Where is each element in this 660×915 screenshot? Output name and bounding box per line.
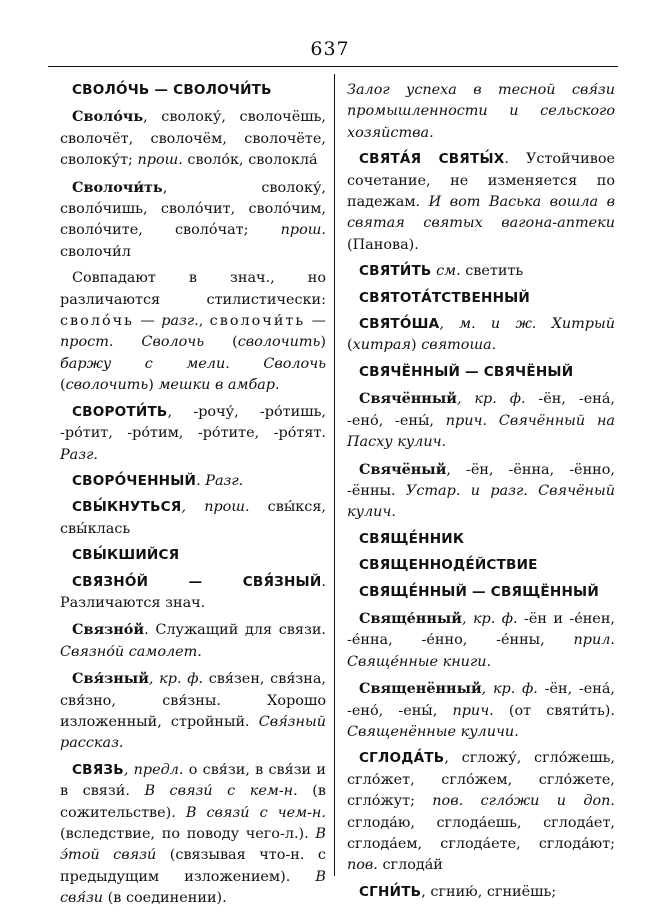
headword: СВЯТА́Я СВЯТЫ́Х xyxy=(359,151,505,168)
headword: СВЯТИ́ТЬ xyxy=(359,263,432,280)
forms: свя́зен, свя́зна, свя́зно, свя́зны. Хорошо изложенный, стройный. xyxy=(60,671,326,730)
entry xyxy=(347,529,615,550)
forms: , сволоку́, сволочёшь, сволочёт, сволочём, сволочёте, сволоку́т; xyxy=(60,109,326,169)
text: Совпадают в знач., но различаются стилистически: xyxy=(60,270,326,308)
left-column xyxy=(60,80,326,915)
forms: , -ён, -ённа, -ённо, -ённы. xyxy=(347,461,615,499)
headword: СВЯЩЕННОДЕ́ЙСТВИЕ xyxy=(359,557,538,574)
text: ( xyxy=(204,334,238,351)
text: В свя́зи xyxy=(60,868,326,907)
headword: СВОЛО́ЧЬ — СВОЛОЧИ́ТЬ xyxy=(72,82,272,98)
word: Связно́й xyxy=(72,621,145,639)
note: , предл. xyxy=(123,761,184,778)
entry xyxy=(60,572,326,615)
headword: СВОРО́ЧЕННЫЙ xyxy=(72,472,197,489)
entry xyxy=(60,177,326,264)
note: прош. xyxy=(248,222,326,239)
right-column xyxy=(347,80,615,908)
text: о свя́зи, в свя́зи и в связи́. xyxy=(60,761,326,800)
tail: ) xyxy=(410,337,422,354)
example: И вот Васька вошла в святая святых вагона-аптеки xyxy=(347,194,615,232)
note: , кр. ф. xyxy=(148,671,204,688)
text: В э́той связи́ xyxy=(60,826,326,864)
column-divider xyxy=(334,74,335,876)
text: прост. Сволочь xyxy=(60,334,205,351)
word: Свячёный xyxy=(359,460,447,478)
forms: , сволоку́, сволóчишь, сволóчит, сволóчим, сволóчите, сволóчат; xyxy=(60,179,326,239)
text: сволочи́ть xyxy=(209,313,306,330)
headword: СВЫ́КШИЙСЯ xyxy=(72,547,180,564)
word: Сволочи́ть xyxy=(72,178,163,196)
word: Свячённый xyxy=(359,390,457,408)
text: , xyxy=(198,313,210,330)
entry xyxy=(347,608,615,673)
source: (Панова). xyxy=(347,236,419,253)
entry xyxy=(347,362,615,383)
headword: СВЯЧЁННЫЙ — СВЯЧЁНЫЙ xyxy=(359,363,574,380)
entry xyxy=(347,288,615,309)
entry xyxy=(60,668,326,755)
text: ) xyxy=(320,334,326,351)
example: хитрая xyxy=(352,337,411,354)
word: Свяще́нный xyxy=(359,609,462,627)
tail: своло́к, сволокла́ xyxy=(182,152,318,169)
note: пов. xyxy=(347,857,378,874)
text: ) xyxy=(148,377,159,394)
text: (связывая что-н. с предыдущим изложением). xyxy=(60,847,326,885)
tail: светить xyxy=(460,263,524,280)
text: сволочить xyxy=(237,334,321,351)
entry xyxy=(347,678,615,743)
headword: СВЯЗЬ xyxy=(72,761,124,778)
headword: СВЫ́КНУТЬСЯ xyxy=(72,499,182,516)
text: — xyxy=(133,313,162,330)
note: см. xyxy=(431,263,461,280)
text: сволóчь xyxy=(60,313,134,330)
forms: сгло́жи xyxy=(463,793,540,810)
entry xyxy=(347,555,615,576)
headword: СВОРОТИ́ТЬ xyxy=(72,403,168,420)
note: Устар. и разг. Свячёный кулич. xyxy=(347,482,615,521)
entry xyxy=(347,459,615,524)
headword: СГНИ́ТЬ xyxy=(359,883,422,900)
tail: (от святи́ть). xyxy=(493,702,615,719)
tail: свы́кся, свы́клась xyxy=(60,499,326,537)
example: Связно́й самолет. xyxy=(60,643,202,660)
word: Свя́зный xyxy=(72,670,149,688)
entry xyxy=(347,149,615,256)
entry xyxy=(60,760,326,910)
note: , кр. ф. xyxy=(456,391,526,408)
note: прил. Свяще́нные книги. xyxy=(347,632,615,670)
tail: . Устойчивое сочетание, не изменяется по падежам. xyxy=(347,151,616,211)
example: Священённые куличи. xyxy=(347,723,519,740)
entry xyxy=(60,80,326,101)
tail: ( xyxy=(347,337,353,354)
note: и доп. xyxy=(539,793,615,810)
text: (в соединении). xyxy=(103,890,227,907)
forms: , сгложу́, сгло́жешь, сгло́жет, сгло́жем, сгло́жете, сгло́жут; xyxy=(347,750,615,810)
word: Священённый xyxy=(359,680,482,698)
example: Залог успеха в тесной свя́зи промышленности и сельского хозяйства. xyxy=(347,82,615,141)
note: . Разг. xyxy=(196,472,244,489)
entry xyxy=(347,748,615,876)
page-number: 637 xyxy=(310,38,350,60)
note: прич. Свячённый на Пасху кулич. xyxy=(347,412,616,451)
headword: СГЛОДА́ТЬ xyxy=(359,750,445,767)
forms: -ён, -ена́, -ено́, -ены́, xyxy=(347,391,615,429)
entry xyxy=(60,268,326,396)
entry xyxy=(347,582,615,603)
entry xyxy=(60,106,326,171)
forms: , -рочу́, -ро́тишь, -ро́тит, -ро́тим, -ро́тите, -ро́тят. xyxy=(60,403,326,442)
note: прош. xyxy=(132,152,183,169)
forms: -ён и -е́нен, -е́нна, -е́нно, -е́нны, xyxy=(347,610,615,649)
headword: СВЯТОТА́ТСТВЕННЫЙ xyxy=(359,289,531,306)
entry xyxy=(347,261,615,282)
text: сволочить xyxy=(65,377,149,394)
headword: СВЯЩЕ́ННЫЙ — СВЯЩЁННЫЙ xyxy=(359,583,599,600)
word: Своло́чь xyxy=(72,108,144,126)
entry xyxy=(60,471,326,492)
entry xyxy=(60,619,326,663)
tail: сволочи́л xyxy=(60,243,131,260)
text: мешки в амбар. xyxy=(158,377,280,394)
note: прич. xyxy=(437,702,494,719)
headword: СВЯЗНО́Й — СВЯ́ЗНЫЙ xyxy=(72,573,322,590)
headword: СВЯТО́ША xyxy=(359,316,440,333)
headword: СВЯЩЕ́ННИК xyxy=(359,530,465,547)
example: Свя́зный рассказ. xyxy=(60,713,327,752)
tail: . Различаются знач. xyxy=(60,573,326,611)
text: (вследствие, по поводу чего-л.). xyxy=(60,826,309,842)
note: , кр. ф. xyxy=(481,681,538,698)
entry xyxy=(347,80,615,144)
example: святоша. xyxy=(421,337,497,354)
note: пов. xyxy=(414,793,464,810)
note: Разг. xyxy=(60,446,98,463)
forms: сглода́й xyxy=(377,857,443,874)
text: В связи́ с кем-н. xyxy=(129,783,298,800)
forms: сглода́ю, сглода́ешь, сглода́ет, сглода́ем, сглода́ете, сглода́ют; xyxy=(347,814,615,852)
entry xyxy=(60,545,326,566)
entry xyxy=(347,314,615,357)
text: ( xyxy=(60,377,66,394)
text: (в сожительстве). xyxy=(60,783,326,821)
text: баржу с мели. Сволочь xyxy=(60,355,326,372)
forms: -ён, -ена́, -ено́, -ены́, xyxy=(347,681,615,719)
text: — xyxy=(305,313,327,330)
note: , прош. xyxy=(181,499,250,516)
forms: , сгнию́, сгниёшь; xyxy=(421,883,557,900)
header-rule xyxy=(48,66,618,67)
tail: . Служащий для связи. xyxy=(144,622,326,639)
text: В связи́ с чем-н. xyxy=(175,804,326,821)
entry xyxy=(60,402,326,466)
text: разг. xyxy=(161,313,199,330)
entry xyxy=(60,497,326,540)
entry xyxy=(347,388,615,453)
note: , кр. ф. xyxy=(461,610,518,627)
note: , м. и ж. Хитрый xyxy=(439,316,615,333)
